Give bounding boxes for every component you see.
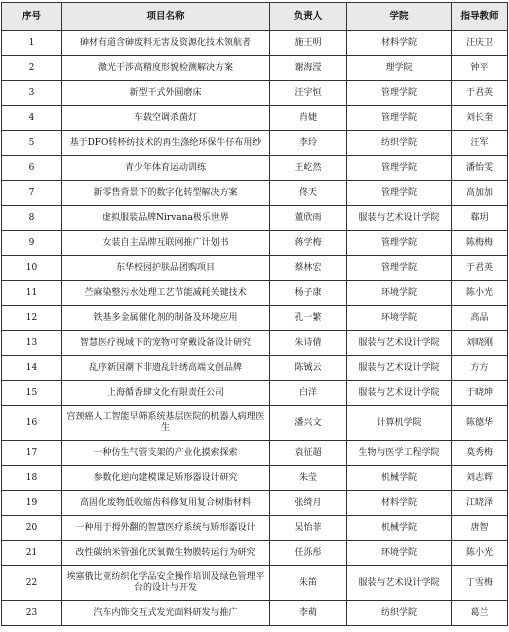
- cell-advisor: 江晓泽: [452, 491, 508, 516]
- cell-leader: 任泺彤: [270, 541, 347, 566]
- table-row: [2, 256, 508, 281]
- cell-no: 18: [2, 466, 62, 491]
- cell-advisor: 唐智: [452, 516, 508, 541]
- cell-leader: 袁征超: [270, 441, 347, 466]
- table-row: [2, 131, 508, 156]
- cell-project-name: 青少年体育运动训练: [62, 156, 270, 181]
- cell-no: 15: [2, 381, 62, 406]
- cell-college: 计算机学院: [347, 406, 452, 441]
- table-row: [2, 541, 508, 566]
- cell-project-name: 高固化废物低收缩齿科修复用复合树脂材料: [62, 491, 270, 516]
- cell-college: 服装与艺术设计学院: [347, 566, 452, 601]
- table-row: [2, 381, 508, 406]
- cell-college: 管理学院: [347, 256, 452, 281]
- cell-project-name: 一种用于拇外翻的智慧医疗系统与矫形器设计: [62, 516, 270, 541]
- cell-leader: 李玲: [270, 131, 347, 156]
- cell-leader: 白洋: [270, 381, 347, 406]
- cell-college: 纺织学院: [347, 601, 452, 626]
- cell-no: 6: [2, 156, 62, 181]
- cell-college: 管理学院: [347, 156, 452, 181]
- cell-no: 9: [2, 231, 62, 256]
- cell-college: 机械学院: [347, 516, 452, 541]
- cell-no: 10: [2, 256, 62, 281]
- cell-advisor: 陈小光: [452, 281, 508, 306]
- cell-no: 20: [2, 516, 62, 541]
- cell-project-name: 东华校园护肤品团购项目: [62, 256, 270, 281]
- header-row: [2, 3, 508, 31]
- cell-leader: 朱诗倩: [270, 331, 347, 356]
- cell-advisor: 汪庆卫: [452, 31, 508, 56]
- table-row: [2, 281, 508, 306]
- header-advisor: 指导教师: [452, 3, 508, 31]
- table-row: [2, 601, 508, 626]
- cell-leader: 陈铖云: [270, 356, 347, 381]
- cell-no: 11: [2, 281, 62, 306]
- cell-project-name: 汽车内饰交互式发光面料研发与推广: [62, 601, 270, 626]
- table-row: [2, 31, 508, 56]
- cell-college: 材料学院: [347, 31, 452, 56]
- cell-leader: 蔡林宏: [270, 256, 347, 281]
- cell-advisor: 郗玥: [452, 206, 508, 231]
- table-row: [2, 306, 508, 331]
- cell-college: 纺织学院: [347, 131, 452, 156]
- cell-leader: 吴怡菲: [270, 516, 347, 541]
- cell-no: 23: [2, 601, 62, 626]
- cell-leader: 杨子康: [270, 281, 347, 306]
- cell-no: 14: [2, 356, 62, 381]
- cell-leader: 王屹然: [270, 156, 347, 181]
- cell-no: 22: [2, 566, 62, 601]
- cell-leader: 朱莹: [270, 466, 347, 491]
- table-row: [2, 491, 508, 516]
- cell-project-name: 车载空调杀菌灯: [62, 106, 270, 131]
- cell-leader: 谢海滢: [270, 56, 347, 81]
- cell-leader: 孔一繁: [270, 306, 347, 331]
- table-row: [2, 466, 508, 491]
- cell-advisor: 高品: [452, 306, 508, 331]
- cell-advisor: 刘晓刚: [452, 331, 508, 356]
- cell-college: 管理学院: [347, 81, 452, 106]
- cell-college: 材料学院: [347, 491, 452, 516]
- cell-advisor: 陈德华: [452, 406, 508, 441]
- cell-no: 4: [2, 106, 62, 131]
- cell-project-name: 新零售背景下的数字化转型解决方案: [62, 181, 270, 206]
- header-project-name: 项目名称: [62, 3, 270, 31]
- cell-leader: 潘兴文: [270, 406, 347, 441]
- header-college: 学院: [347, 3, 452, 31]
- table-row: [2, 156, 508, 181]
- cell-project-name: 铁基多金属催化剂的制备及环境应用: [62, 306, 270, 331]
- table-row: [2, 516, 508, 541]
- cell-leader: 李萌: [270, 601, 347, 626]
- cell-project-name: 激光干涉高精度形貌检测解决方案: [62, 56, 270, 81]
- cell-advisor: 刘长奎: [452, 106, 508, 131]
- project-table-container: [1, 2, 508, 626]
- cell-advisor: 于君英: [452, 81, 508, 106]
- cell-no: 1: [2, 31, 62, 56]
- cell-no: 8: [2, 206, 62, 231]
- table-row: [2, 231, 508, 256]
- cell-project-name: 新型干式外圆磨床: [62, 81, 270, 106]
- cell-college: 理学院: [347, 56, 452, 81]
- cell-project-name: 苎麻染整污水处理工艺节能减耗关键技术: [62, 281, 270, 306]
- cell-college: 管理学院: [347, 231, 452, 256]
- cell-leader: 董欣雨: [270, 206, 347, 231]
- cell-no: 2: [2, 56, 62, 81]
- cell-project-name: 基于DFO转杯纺技术的再生涤纶环保牛仔布用纱: [62, 131, 270, 156]
- cell-no: 16: [2, 406, 62, 441]
- table-row: [2, 181, 508, 206]
- cell-advisor: 钟平: [452, 56, 508, 81]
- cell-advisor: 刘志辉: [452, 466, 508, 491]
- cell-project-name: 改性碳纳米管强化厌氧微生物膜转运行为研究: [62, 541, 270, 566]
- cell-advisor: 于君英: [452, 256, 508, 281]
- cell-advisor: 汪军: [452, 131, 508, 156]
- table-row: [2, 206, 508, 231]
- cell-college: 服装与艺术设计学院: [347, 206, 452, 231]
- cell-advisor: 莫秀梅: [452, 441, 508, 466]
- cell-college: 服装与艺术设计学院: [347, 356, 452, 381]
- cell-no: 12: [2, 306, 62, 331]
- cell-advisor: 高加加: [452, 181, 508, 206]
- table-row: [2, 106, 508, 131]
- cell-college: 管理学院: [347, 106, 452, 131]
- cell-advisor: 陈小光: [452, 541, 508, 566]
- cell-project-name: 埃塞俄比亚纺织化学品安全操作培训及绿色管理平台的设计与开发: [62, 566, 270, 601]
- table-row: [2, 356, 508, 381]
- cell-leader: 施王明: [270, 31, 347, 56]
- cell-no: 19: [2, 491, 62, 516]
- cell-leader: 蒋学梅: [270, 231, 347, 256]
- cell-project-name: 智慧医疗视域下的宠物可穿戴设备设计研究: [62, 331, 270, 356]
- cell-leader: 汪宇恒: [270, 81, 347, 106]
- cell-no: 21: [2, 541, 62, 566]
- table-row: [2, 441, 508, 466]
- cell-leader: 佟天: [270, 181, 347, 206]
- cell-no: 3: [2, 81, 62, 106]
- cell-advisor: 方方: [452, 356, 508, 381]
- table-row: [2, 406, 508, 441]
- header-leader: 负责人: [270, 3, 347, 31]
- cell-project-name: 一种仿生气管支架的产业化摸索探索: [62, 441, 270, 466]
- cell-advisor: 陈梅梅: [452, 231, 508, 256]
- cell-project-name: 女装自主品牌互联网推广计划书: [62, 231, 270, 256]
- cell-leader: 张绮月: [270, 491, 347, 516]
- cell-project-name: 砷材有道含砷废料无害及资源化技术领航者: [62, 31, 270, 56]
- cell-project-name: 宫颈癌人工智能早筛系统基层医院的机器人病理医生: [62, 406, 270, 441]
- cell-college: 管理学院: [347, 181, 452, 206]
- cell-advisor: 葛兰: [452, 601, 508, 626]
- cell-college: 环境学院: [347, 541, 452, 566]
- cell-leader: 肖婕: [270, 106, 347, 131]
- cell-college: 服装与艺术设计学院: [347, 331, 452, 356]
- cell-no: 7: [2, 181, 62, 206]
- header-no: 序号: [2, 3, 62, 31]
- cell-project-name: 虚拟服装品牌Nirvana极乐世界: [62, 206, 270, 231]
- table-row: [2, 56, 508, 81]
- cell-project-name: 上海循香肆文化有限责任公司: [62, 381, 270, 406]
- table-row: [2, 331, 508, 356]
- cell-college: 机械学院: [347, 466, 452, 491]
- cell-project-name: 乱序新国潮下非遗乱针绣高端文创品牌: [62, 356, 270, 381]
- cell-no: 13: [2, 331, 62, 356]
- cell-advisor: 丁雪梅: [452, 566, 508, 601]
- cell-college: 服装与艺术设计学院: [347, 381, 452, 406]
- cell-college: 环境学院: [347, 281, 452, 306]
- cell-no: 5: [2, 131, 62, 156]
- cell-advisor: 于晓坤: [452, 381, 508, 406]
- cell-college: 环境学院: [347, 306, 452, 331]
- table-body: [2, 31, 508, 626]
- cell-leader: 朱笛: [270, 566, 347, 601]
- table-row: [2, 566, 508, 601]
- project-table: [1, 2, 508, 626]
- cell-no: 17: [2, 441, 62, 466]
- table-row: [2, 81, 508, 106]
- cell-project-name: 参数化逆向建模课足矫形器设计研究: [62, 466, 270, 491]
- cell-advisor: 潘怡雯: [452, 156, 508, 181]
- cell-college: 生物与医学工程学院: [347, 441, 452, 466]
